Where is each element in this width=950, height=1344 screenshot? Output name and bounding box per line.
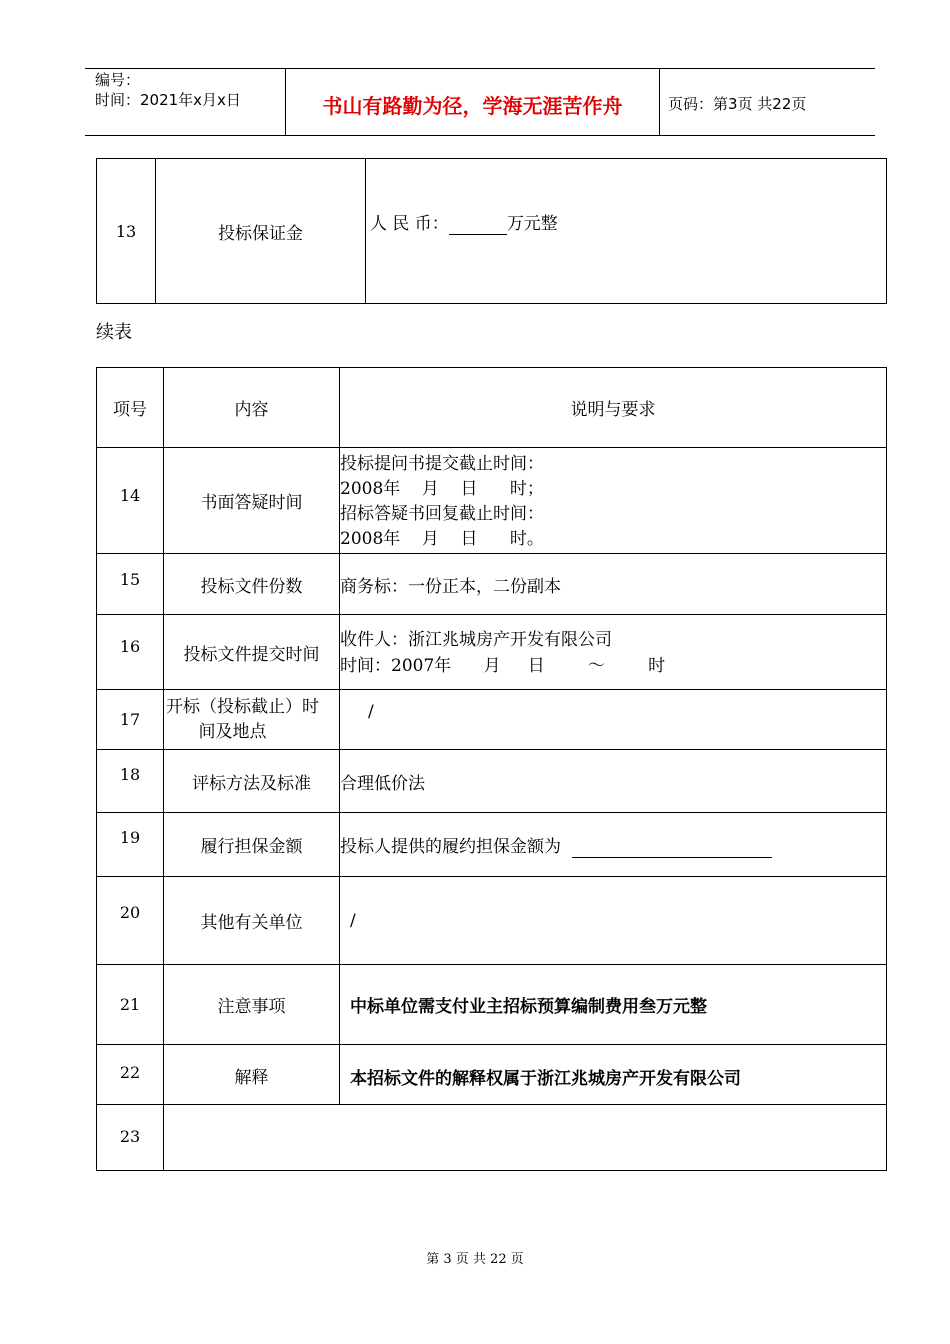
desc-line: 2008年 月 日 时； bbox=[340, 479, 544, 499]
footer-page-number: 第 3 页 共 22 页 bbox=[426, 1252, 524, 1267]
performance-guarantee-text: 投标人提供的履约担保金额为 bbox=[340, 836, 561, 857]
table-header-row bbox=[97, 368, 887, 448]
row-number: 22 bbox=[97, 1045, 164, 1105]
deposit-blank bbox=[449, 214, 507, 235]
bid-table-part1 bbox=[96, 158, 887, 304]
row-description bbox=[366, 159, 887, 304]
desc-line: 投标提问书提交截止时间： bbox=[340, 454, 544, 474]
header-page-number: 页码：第3页 共22页 bbox=[668, 95, 807, 113]
row-description bbox=[340, 615, 887, 690]
table-row bbox=[97, 1105, 887, 1171]
row-number: 15 bbox=[97, 554, 164, 615]
header-desc: 说明与要求 bbox=[340, 368, 887, 448]
desc-line: 招标答疑书回复截止时间： bbox=[340, 504, 544, 524]
row-content: 投标文件份数 bbox=[164, 554, 340, 615]
content-line: 开标（投标截止）时 bbox=[166, 696, 319, 717]
row-number: 13 bbox=[97, 159, 156, 304]
table-row bbox=[97, 690, 887, 750]
table-row bbox=[97, 750, 887, 813]
row-description: 中标单位需支付业主招标预算编制费用叁万元整 bbox=[340, 965, 887, 1045]
row-content bbox=[164, 690, 340, 750]
header-motto: 书山有路勤为径，学海无涯苦作舟 bbox=[322, 94, 623, 118]
row-number: 18 bbox=[97, 750, 164, 813]
header-content: 内容 bbox=[164, 368, 340, 448]
header-meta bbox=[95, 70, 285, 110]
row-number: 20 bbox=[97, 877, 164, 965]
row-content: 投标保证金 bbox=[156, 159, 366, 304]
table-row bbox=[97, 615, 887, 690]
table-row bbox=[97, 1045, 887, 1105]
row-content: 其他有关单位 bbox=[164, 877, 340, 965]
row-number: 17 bbox=[97, 690, 164, 750]
table-row bbox=[97, 877, 887, 965]
header-number: 编号： bbox=[95, 71, 141, 89]
row-content: 注意事项 bbox=[164, 965, 340, 1045]
guarantee-amount-blank bbox=[572, 837, 772, 858]
row-description: 商务标：一份正本，二份副本 bbox=[340, 554, 887, 615]
header-time: 时间：2021年x月x日 bbox=[95, 91, 241, 109]
row-number: 23 bbox=[97, 1105, 164, 1171]
table-row bbox=[97, 813, 887, 877]
table-row bbox=[97, 448, 887, 554]
row-description: / bbox=[340, 690, 887, 750]
continued-label: 续表 bbox=[96, 322, 132, 343]
row-description: / bbox=[340, 877, 887, 965]
row-description bbox=[340, 813, 887, 877]
row-number: 16 bbox=[97, 615, 164, 690]
desc-line: 2008年 月 日 时。 bbox=[340, 529, 544, 549]
row-description bbox=[340, 448, 887, 554]
row-content: 履行担保金额 bbox=[164, 813, 340, 877]
table-row bbox=[97, 554, 887, 615]
table-row bbox=[97, 965, 887, 1045]
header-bottom-rule bbox=[85, 135, 875, 136]
row-content: 投标文件提交时间 bbox=[164, 615, 340, 690]
row-content: 评标方法及标准 bbox=[164, 750, 340, 813]
deposit-suffix: 万元整 bbox=[506, 214, 558, 234]
row-content bbox=[164, 1105, 887, 1171]
row-description: 本招标文件的解释权属于浙江兆城房产开发有限公司 bbox=[340, 1045, 887, 1105]
header-top-rule bbox=[85, 68, 875, 69]
row-description: 合理低价法 bbox=[340, 750, 887, 813]
header-no: 项号 bbox=[97, 368, 164, 448]
row-content: 书面答疑时间 bbox=[164, 448, 340, 554]
row-number: 21 bbox=[97, 965, 164, 1045]
row-number: 14 bbox=[97, 448, 164, 554]
deposit-prefix: 人 民 币： bbox=[370, 214, 449, 234]
row-content: 解释 bbox=[164, 1045, 340, 1105]
row-number: 19 bbox=[97, 813, 164, 877]
content-line: 间及地点 bbox=[198, 721, 267, 742]
desc-line: 收件人：浙江兆城房产开发有限公司 bbox=[340, 630, 612, 650]
table-row bbox=[97, 159, 887, 304]
bid-table-part2 bbox=[96, 367, 887, 1171]
desc-line: 时间：2007年 月 日 ～ 时 bbox=[340, 656, 666, 676]
